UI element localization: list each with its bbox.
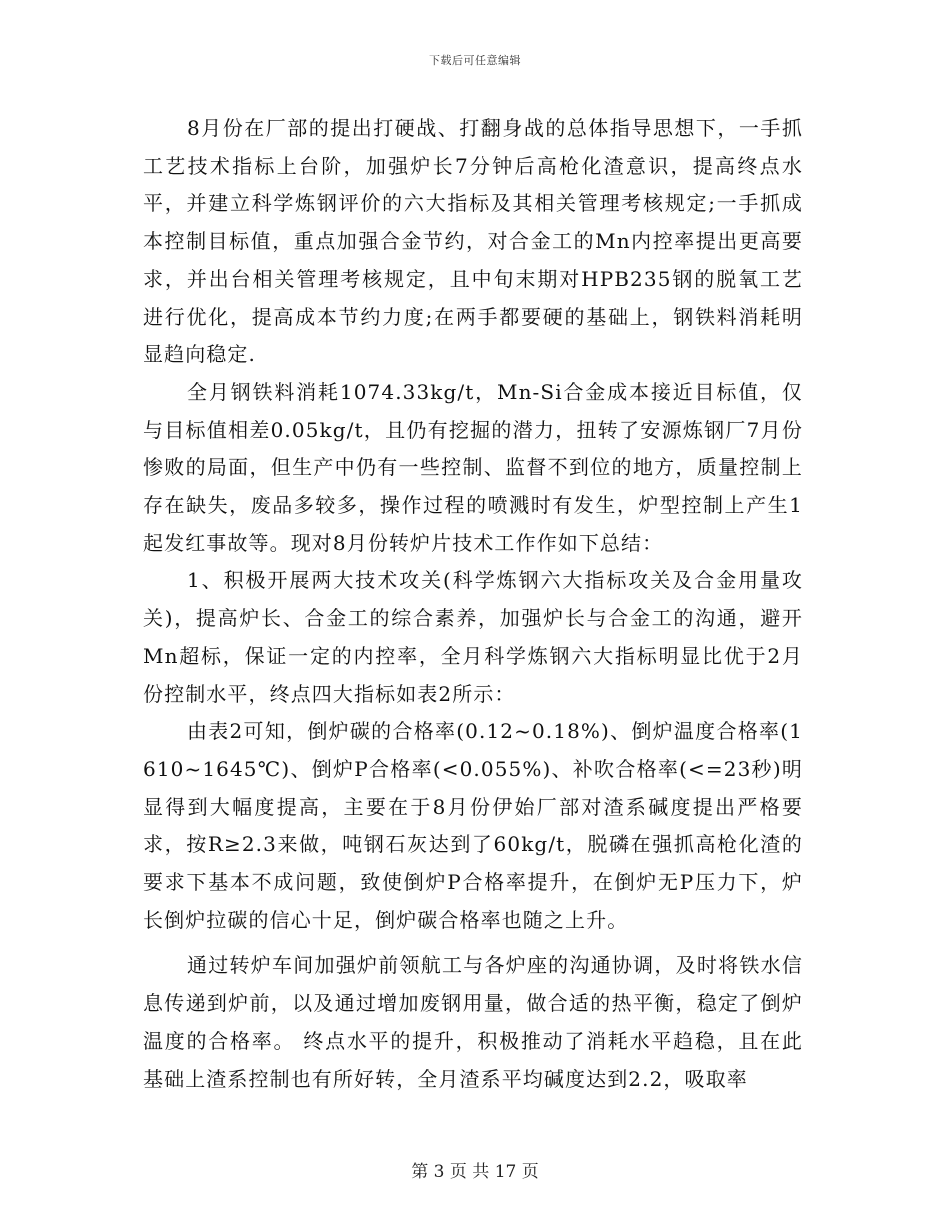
page-footer: 第 3 页 共 17 页	[411, 1162, 539, 1182]
document-body	[143, 110, 803, 1098]
paragraph-1: 8月份在厂部的提出打硬战、打翻身战的总体指导思想下，一手抓工艺技术指标上台阶，加强炉长7分钟后高枪化渣意识，提高终点水平，并建立科学炼钢评价的六大指标及其相关管理考核规定;一手抓成本控制目标值，重点加强合金节约，对合金工的Mn内控率提出更高要求，并出台相关管理考核规定，且中旬末期对HPB235钢的脱氧工艺进行优化，提高成本节约力度;在两手都要硬的基础上，钢铁料消耗明显趋向稳定.	[143, 116, 803, 367]
paragraph-5: 通过转炉车间加强炉前领航工与各炉座的沟通协调，及时将铁水信息传递到炉前，以及通过增加废钢用量，做合适的热平衡，稳定了倒炉温度的合格率。 终点水平的提升，积极推动了消耗水平趋稳，且在此基础上渣系控制也有所好转，全月渣系平均碱度达到2.2，吸取率	[143, 953, 803, 1091]
page-header: 下载后可任意编辑	[429, 54, 521, 67]
paragraph-3: 1、积极开展两大技术攻关(科学炼钢六大指标攻关及合金用量攻关)，提高炉长、合金工的综合素养，加强炉长与合金工的沟通，避开Mn超标，保证一定的内控率，全月科学炼钢六大指标明显比优于2月份控制水平，终点四大指标如表2所示：	[143, 568, 803, 706]
paragraph-2: 全月钢铁料消耗1074.33kg/t，Mn-Si合金成本接近目标值，仅与目标值相差0.05kg/t，且仍有挖掘的潜力，扭转了安源炼钢厂7月份惨败的局面，但生产中仍有一些控制、监督不到位的地方，质量控制上存在缺失，废品多较多，操作过程的喷溅时有发生，炉型控制上产生1起发红事故等。现对8月份转炉片技术工作作如下总结：	[143, 379, 803, 555]
paragraph-4: 由表2可知，倒炉碳的合格率(0.12~0.18%)、倒炉温度合格率(1610~1645℃)、倒炉P合格率(<0.055%)、补吹合格率(<=23秒)明显得到大幅度提高，主要在于8月份伊始厂部对渣系碱度提出严格要求，按R≥2.3来做，吨钢石灰达到了60kg/t，脱磷在强抓高枪化渣的要求下基本不成问题，致使倒炉P合格率提升，在倒炉无P压力下，炉长倒炉拉碳的信心十足，倒炉碳合格率也随之上升。	[143, 719, 803, 932]
